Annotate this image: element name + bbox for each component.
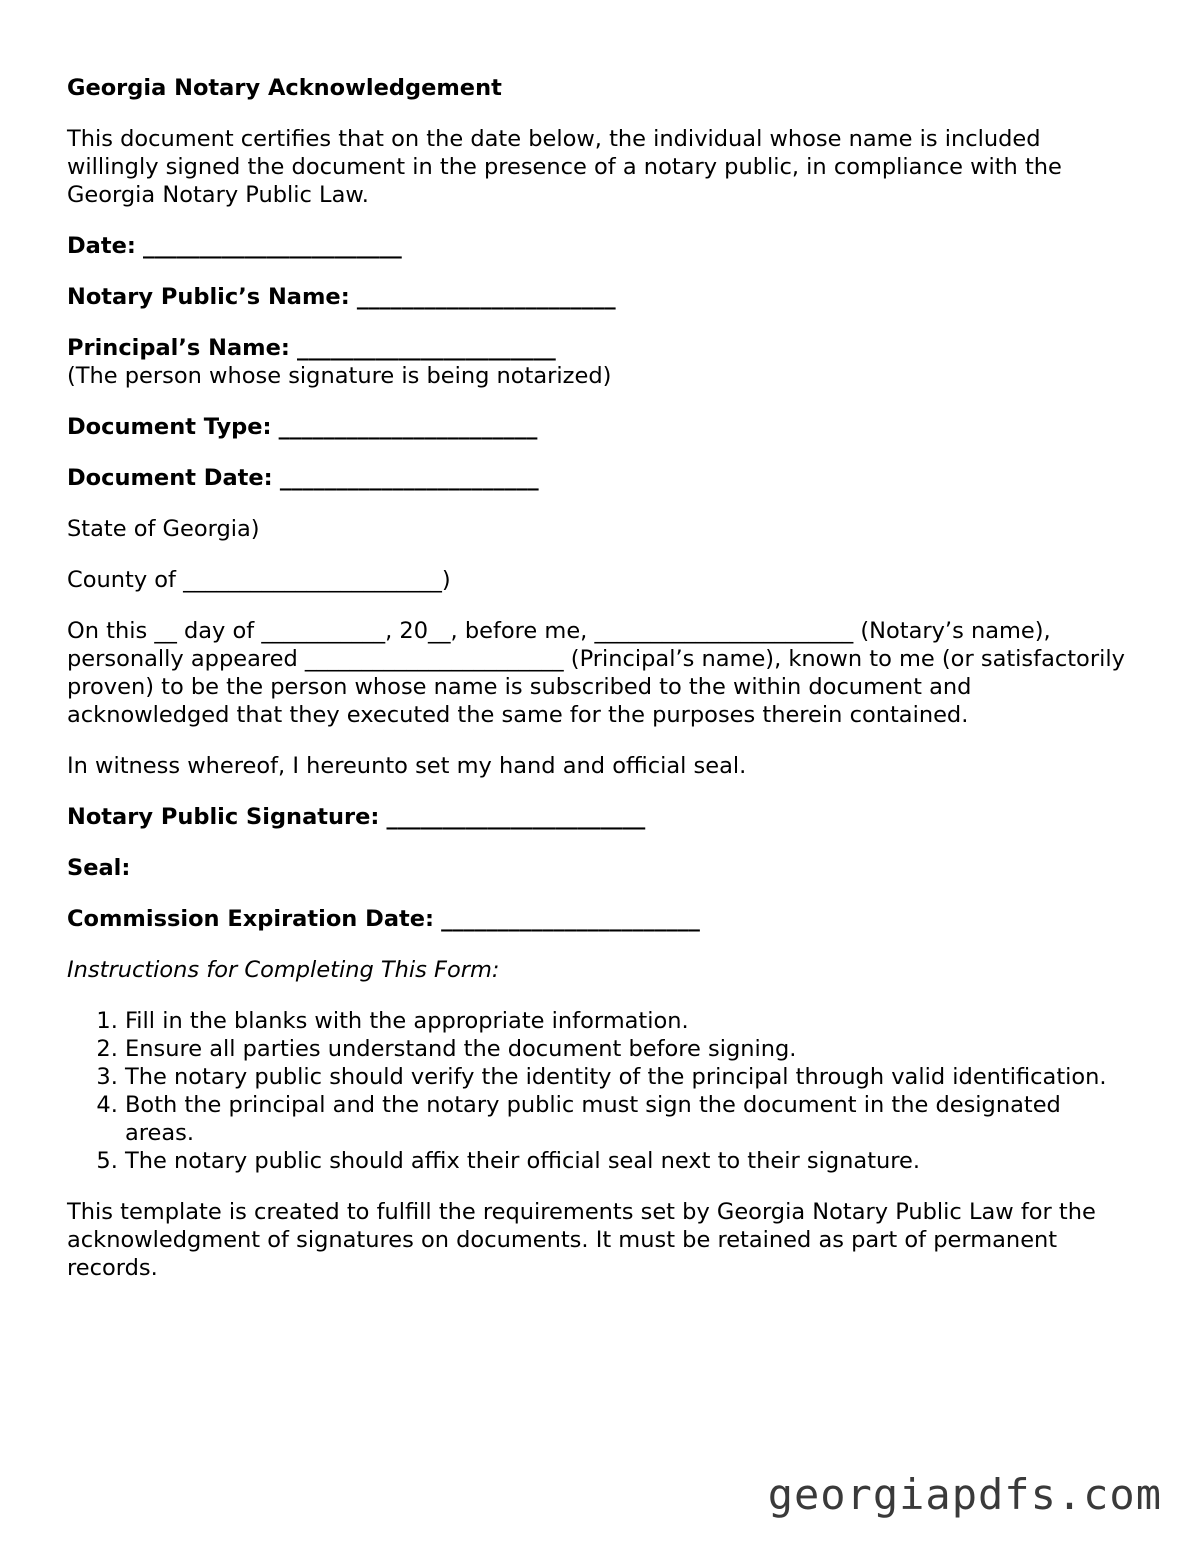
document-type-label: Document Type: [67, 414, 272, 440]
county-suffix: ) [441, 567, 451, 593]
principal-name-field [67, 334, 1127, 390]
seal-label: Seal: [67, 855, 131, 881]
notary-name-blank[interactable]: _______________________ [356, 284, 616, 310]
signature-label: Notary Public Signature: [67, 804, 380, 830]
state-line: State of Georgia) [67, 516, 260, 542]
instruction-item: 2. Ensure all parties understand the document before signing. [125, 1035, 1127, 1063]
instruction-item: 3. The notary public should verify the identity of the principal through valid identification. [125, 1063, 1127, 1091]
document-date-field [67, 464, 1127, 492]
county-prefix: County of [67, 567, 184, 593]
instruction-item: 4. Both the principal and the notary public must sign the document in the designated areas. [125, 1091, 1127, 1147]
notary-name-field [67, 283, 1127, 311]
acknowledgment-paragraph: On this __ day of ___________, 20__, before me, _______________________ (Notary’s name), personally appeared _______________________ (Principal’s name), known to me (or satisfactorily proven) to be the person whose name is subscribed to the within document and acknowledged that they executed the same for the purposes therein contained. [67, 618, 1125, 728]
seal-field [67, 854, 1127, 882]
commission-label: Commission Expiration Date: [67, 906, 435, 932]
instructions-list [67, 1007, 1127, 1175]
instruction-item: 1. Fill in the blanks with the appropriate information. [125, 1007, 1127, 1035]
principal-name-label: Principal’s Name: [67, 335, 290, 361]
county-blank[interactable]: _______________________ [183, 567, 442, 593]
document-title: Georgia Notary Acknowledgement [67, 75, 502, 101]
site-watermark: georgiapdfs.com [767, 1470, 1162, 1519]
commission-blank[interactable]: _______________________ [441, 906, 700, 932]
footer-note: This template is created to fulfill the requirements set by Georgia Notary Public Law for the acknowledgment of signatures on documents. It must be retained as part of permanent records. [67, 1199, 1096, 1281]
document-page [67, 74, 1127, 1305]
date-field [67, 232, 1127, 260]
date-blank[interactable]: _______________________ [143, 233, 402, 259]
intro-paragraph: This document certifies that on the date below, the individual whose name is included willingly signed the document in the presence of a notary public, in compliance with the Georgia Notary Public Law. [67, 126, 1062, 208]
document-type-field [67, 413, 1127, 441]
county-line [67, 566, 1127, 594]
witness-paragraph: In witness whereof, I hereunto set my hand and official seal. [67, 753, 747, 779]
date-label: Date: [67, 233, 136, 259]
document-date-label: Document Date: [67, 465, 273, 491]
instruction-item: 5. The notary public should affix their official seal next to their signature. [125, 1147, 1127, 1175]
signature-field [67, 803, 1127, 831]
signature-blank[interactable]: _______________________ [386, 804, 646, 830]
document-type-blank[interactable]: _______________________ [278, 414, 538, 440]
instructions-heading: Instructions for Completing This Form: [67, 957, 500, 983]
principal-name-blank[interactable]: _______________________ [297, 335, 556, 361]
principal-note: (The person whose signature is being notarized) [67, 363, 612, 389]
document-date-blank[interactable]: _______________________ [279, 465, 539, 491]
commission-field [67, 905, 1127, 933]
notary-name-label: Notary Public’s Name: [67, 284, 350, 310]
